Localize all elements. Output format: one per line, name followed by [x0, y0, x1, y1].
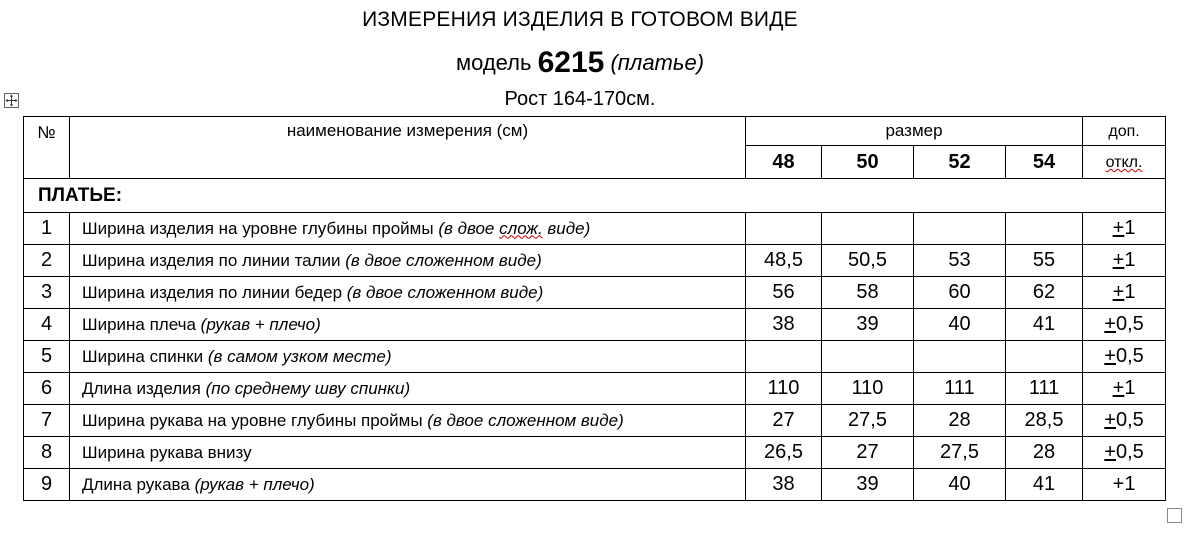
value-50: 39: [822, 469, 914, 501]
tolerance: +1: [1083, 213, 1166, 245]
value-52: 53: [914, 245, 1006, 277]
table-row: [24, 341, 1166, 373]
table-row: [24, 437, 1166, 469]
table-row: [24, 277, 1166, 309]
tolerance: +0,5: [1083, 309, 1166, 341]
measurement-name: Ширина изделия по линии бедер (в двое сложенном виде): [70, 277, 746, 309]
model-line: [0, 44, 1160, 78]
tolerance: +1: [1083, 245, 1166, 277]
value-52: 27,5: [914, 437, 1006, 469]
value-50: 27: [822, 437, 914, 469]
row-number: 1: [24, 213, 70, 245]
value-52: 111: [914, 373, 1006, 405]
value-50: 27,5: [822, 405, 914, 437]
document-title: ИЗМЕРЕНИЯ ИЗДЕЛИЯ В ГОТОВОМ ВИДЕ: [362, 8, 798, 31]
value-52: 28: [914, 405, 1006, 437]
value-48: 48,5: [746, 245, 822, 277]
value-48: 56: [746, 277, 822, 309]
value-54: [1006, 341, 1083, 373]
row-number: 9: [24, 469, 70, 501]
table-move-handle-icon[interactable]: [4, 93, 19, 108]
table-row: [24, 373, 1166, 405]
measurement-name: Длина рукава (рукав + плечо): [70, 469, 746, 501]
tolerance: +0,5: [1083, 437, 1166, 469]
tolerance: +0,5: [1083, 405, 1166, 437]
model-kind: (платье): [610, 50, 705, 75]
measurement-name: Ширина изделия по линии талии (в двое сложенном виде): [70, 245, 746, 277]
header-size-54: 54: [1006, 146, 1083, 179]
value-54: 41: [1006, 469, 1083, 501]
value-52: [914, 341, 1006, 373]
header-tolerance-line1: доп.: [1083, 117, 1166, 146]
value-52: 40: [914, 469, 1006, 501]
value-52: [914, 213, 1006, 245]
value-54: 111: [1006, 373, 1083, 405]
table-row: [24, 309, 1166, 341]
model-label: модель: [455, 50, 532, 75]
value-50: 39: [822, 309, 914, 341]
measurements-table: [23, 116, 1166, 501]
value-50: 58: [822, 277, 914, 309]
measurement-name: Ширина рукава на уровне глубины проймы (в двое сложенном виде): [70, 405, 746, 437]
value-50: [822, 341, 914, 373]
value-50: 50,5: [822, 245, 914, 277]
header-size: размер: [746, 117, 1083, 146]
table-resize-handle-icon[interactable]: [1167, 508, 1182, 523]
header-number: №: [24, 117, 70, 179]
tolerance: +1: [1083, 373, 1166, 405]
row-number: 6: [24, 373, 70, 405]
row-number: 4: [24, 309, 70, 341]
tolerance: +1: [1083, 277, 1166, 309]
value-48: 38: [746, 309, 822, 341]
value-50: [822, 213, 914, 245]
header-measurement-name: наименование измерения (см): [70, 117, 746, 179]
row-number: 5: [24, 341, 70, 373]
measurement-name: Ширина изделия на уровне глубины проймы (в двое слож. виде): [70, 213, 746, 245]
header-tolerance-line2: откл.: [1083, 146, 1166, 179]
table-row: [24, 245, 1166, 277]
measurement-name: Ширина плеча (рукав + плечо): [70, 309, 746, 341]
section-heading: ПЛАТЬЕ:: [24, 179, 1166, 213]
header-size-50: 50: [822, 146, 914, 179]
header-size-52: 52: [914, 146, 1006, 179]
value-54: 28: [1006, 437, 1083, 469]
table-row: [24, 213, 1166, 245]
value-52: 60: [914, 277, 1006, 309]
row-number: 8: [24, 437, 70, 469]
row-number: 2: [24, 245, 70, 277]
row-number: 3: [24, 277, 70, 309]
measurement-name: Длина изделия (по среднему шву спинки): [70, 373, 746, 405]
measurement-name: Ширина рукава внизу: [70, 437, 746, 469]
height-range: Рост 164-170см.: [504, 88, 656, 110]
value-54: [1006, 213, 1083, 245]
value-48: [746, 341, 822, 373]
header-size-48: 48: [746, 146, 822, 179]
row-number: 7: [24, 405, 70, 437]
value-48: [746, 213, 822, 245]
value-52: 40: [914, 309, 1006, 341]
value-48: 27: [746, 405, 822, 437]
measurement-name: Ширина спинки (в самом узком месте): [70, 341, 746, 373]
table-row: [24, 469, 1166, 501]
value-54: 62: [1006, 277, 1083, 309]
value-54: 41: [1006, 309, 1083, 341]
table-row: [24, 405, 1166, 437]
value-48: 38: [746, 469, 822, 501]
tolerance: +0,5: [1083, 341, 1166, 373]
value-50: 110: [822, 373, 914, 405]
model-number: 6215: [537, 46, 605, 79]
value-54: 28,5: [1006, 405, 1083, 437]
value-48: 110: [746, 373, 822, 405]
value-54: 55: [1006, 245, 1083, 277]
value-48: 26,5: [746, 437, 822, 469]
tolerance: +1: [1083, 469, 1166, 501]
